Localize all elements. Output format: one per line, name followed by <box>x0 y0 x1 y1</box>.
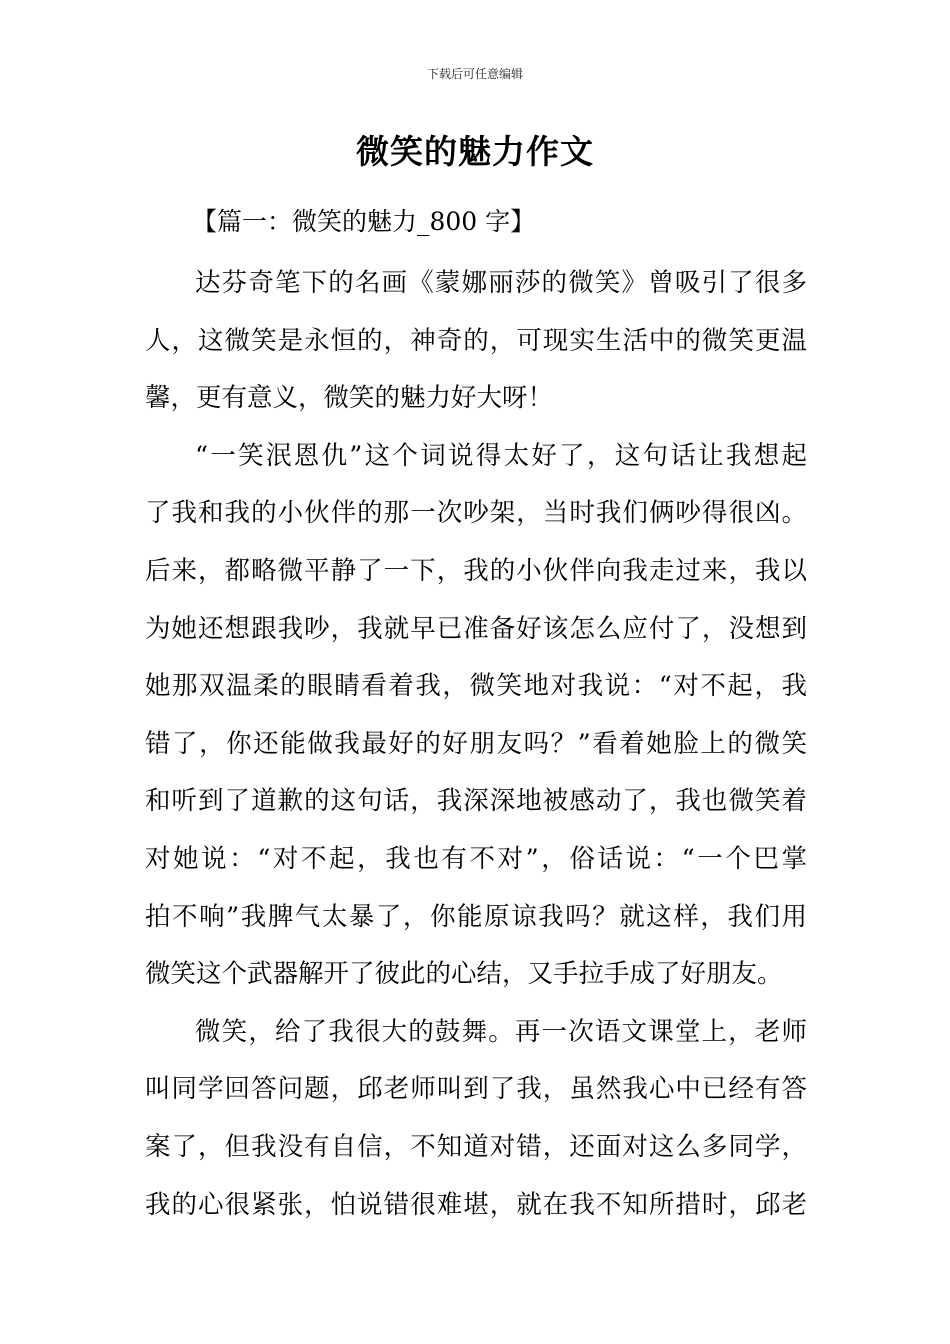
text-line: 叫同学回答问题，邱老师叫到了我，虽然我心中已经有答 <box>145 1074 807 1105</box>
text-line: 她那双温柔的眼睛看着我，微笑地对我说：“对不起，我 <box>145 671 807 702</box>
header-note: 下载后可任意编辑 <box>426 67 523 81</box>
text-line: 和听到了道歉的这句话，我深深地被感动了，我也微笑着 <box>145 786 807 817</box>
text-line: 微笑这个武器解开了彼此的心结，又手拉手成了好朋友。 <box>145 959 783 990</box>
text-line: 我的心很紧张，怕说错很难堪，就在我不知所措时，邱老 <box>145 1189 807 1220</box>
text-line: 达芬奇笔下的名画《蒙娜丽莎的微笑》曾吸引了很多 <box>195 268 807 298</box>
paragraph-1 <box>145 255 807 428</box>
text-line: 人，这微笑是永恒的，神奇的，可现实生活中的微笑更温 <box>145 325 807 356</box>
text-line: 对她说：“对不起，我也有不对”，俗话说：“一个巴掌 <box>145 843 807 874</box>
text-line: 案了，但我没有自信，不知道对错，还面对这么多同学， <box>145 1131 807 1162</box>
text-line: “一笑泯恩仇”这个词说得太好了，这句话让我想起 <box>195 440 807 471</box>
text-line: 后来，都略微平静了一下，我的小伙伴向我走过来，我以 <box>145 555 807 586</box>
text-line: 为她还想跟我吵，我就早已准备好该怎么应付了，没想到 <box>145 613 807 644</box>
section-title: 【篇一：微笑的魅力_800 字】 <box>192 207 536 236</box>
text-line: 拍不响”我脾气太暴了，你能原谅我吗？就这样，我们用 <box>145 901 807 932</box>
page-title: 微笑的魅力作文 <box>356 132 594 171</box>
text-line: 了我和我的小伙伴的那一次吵架，当时我们俩吵得很凶。 <box>145 498 807 529</box>
paragraph-2 <box>145 428 807 1004</box>
text-line: 馨，更有意义，微笑的魅力好大呀！ <box>145 383 554 414</box>
text-line: 微笑，给了我很大的鼓舞。再一次语文课堂上，老师 <box>195 1016 807 1047</box>
text-line: 错了，你还能做我最好的好朋友吗？”看着她脸上的微笑 <box>145 728 807 759</box>
essay-body <box>145 255 807 1234</box>
paragraph-3 <box>145 1004 807 1234</box>
